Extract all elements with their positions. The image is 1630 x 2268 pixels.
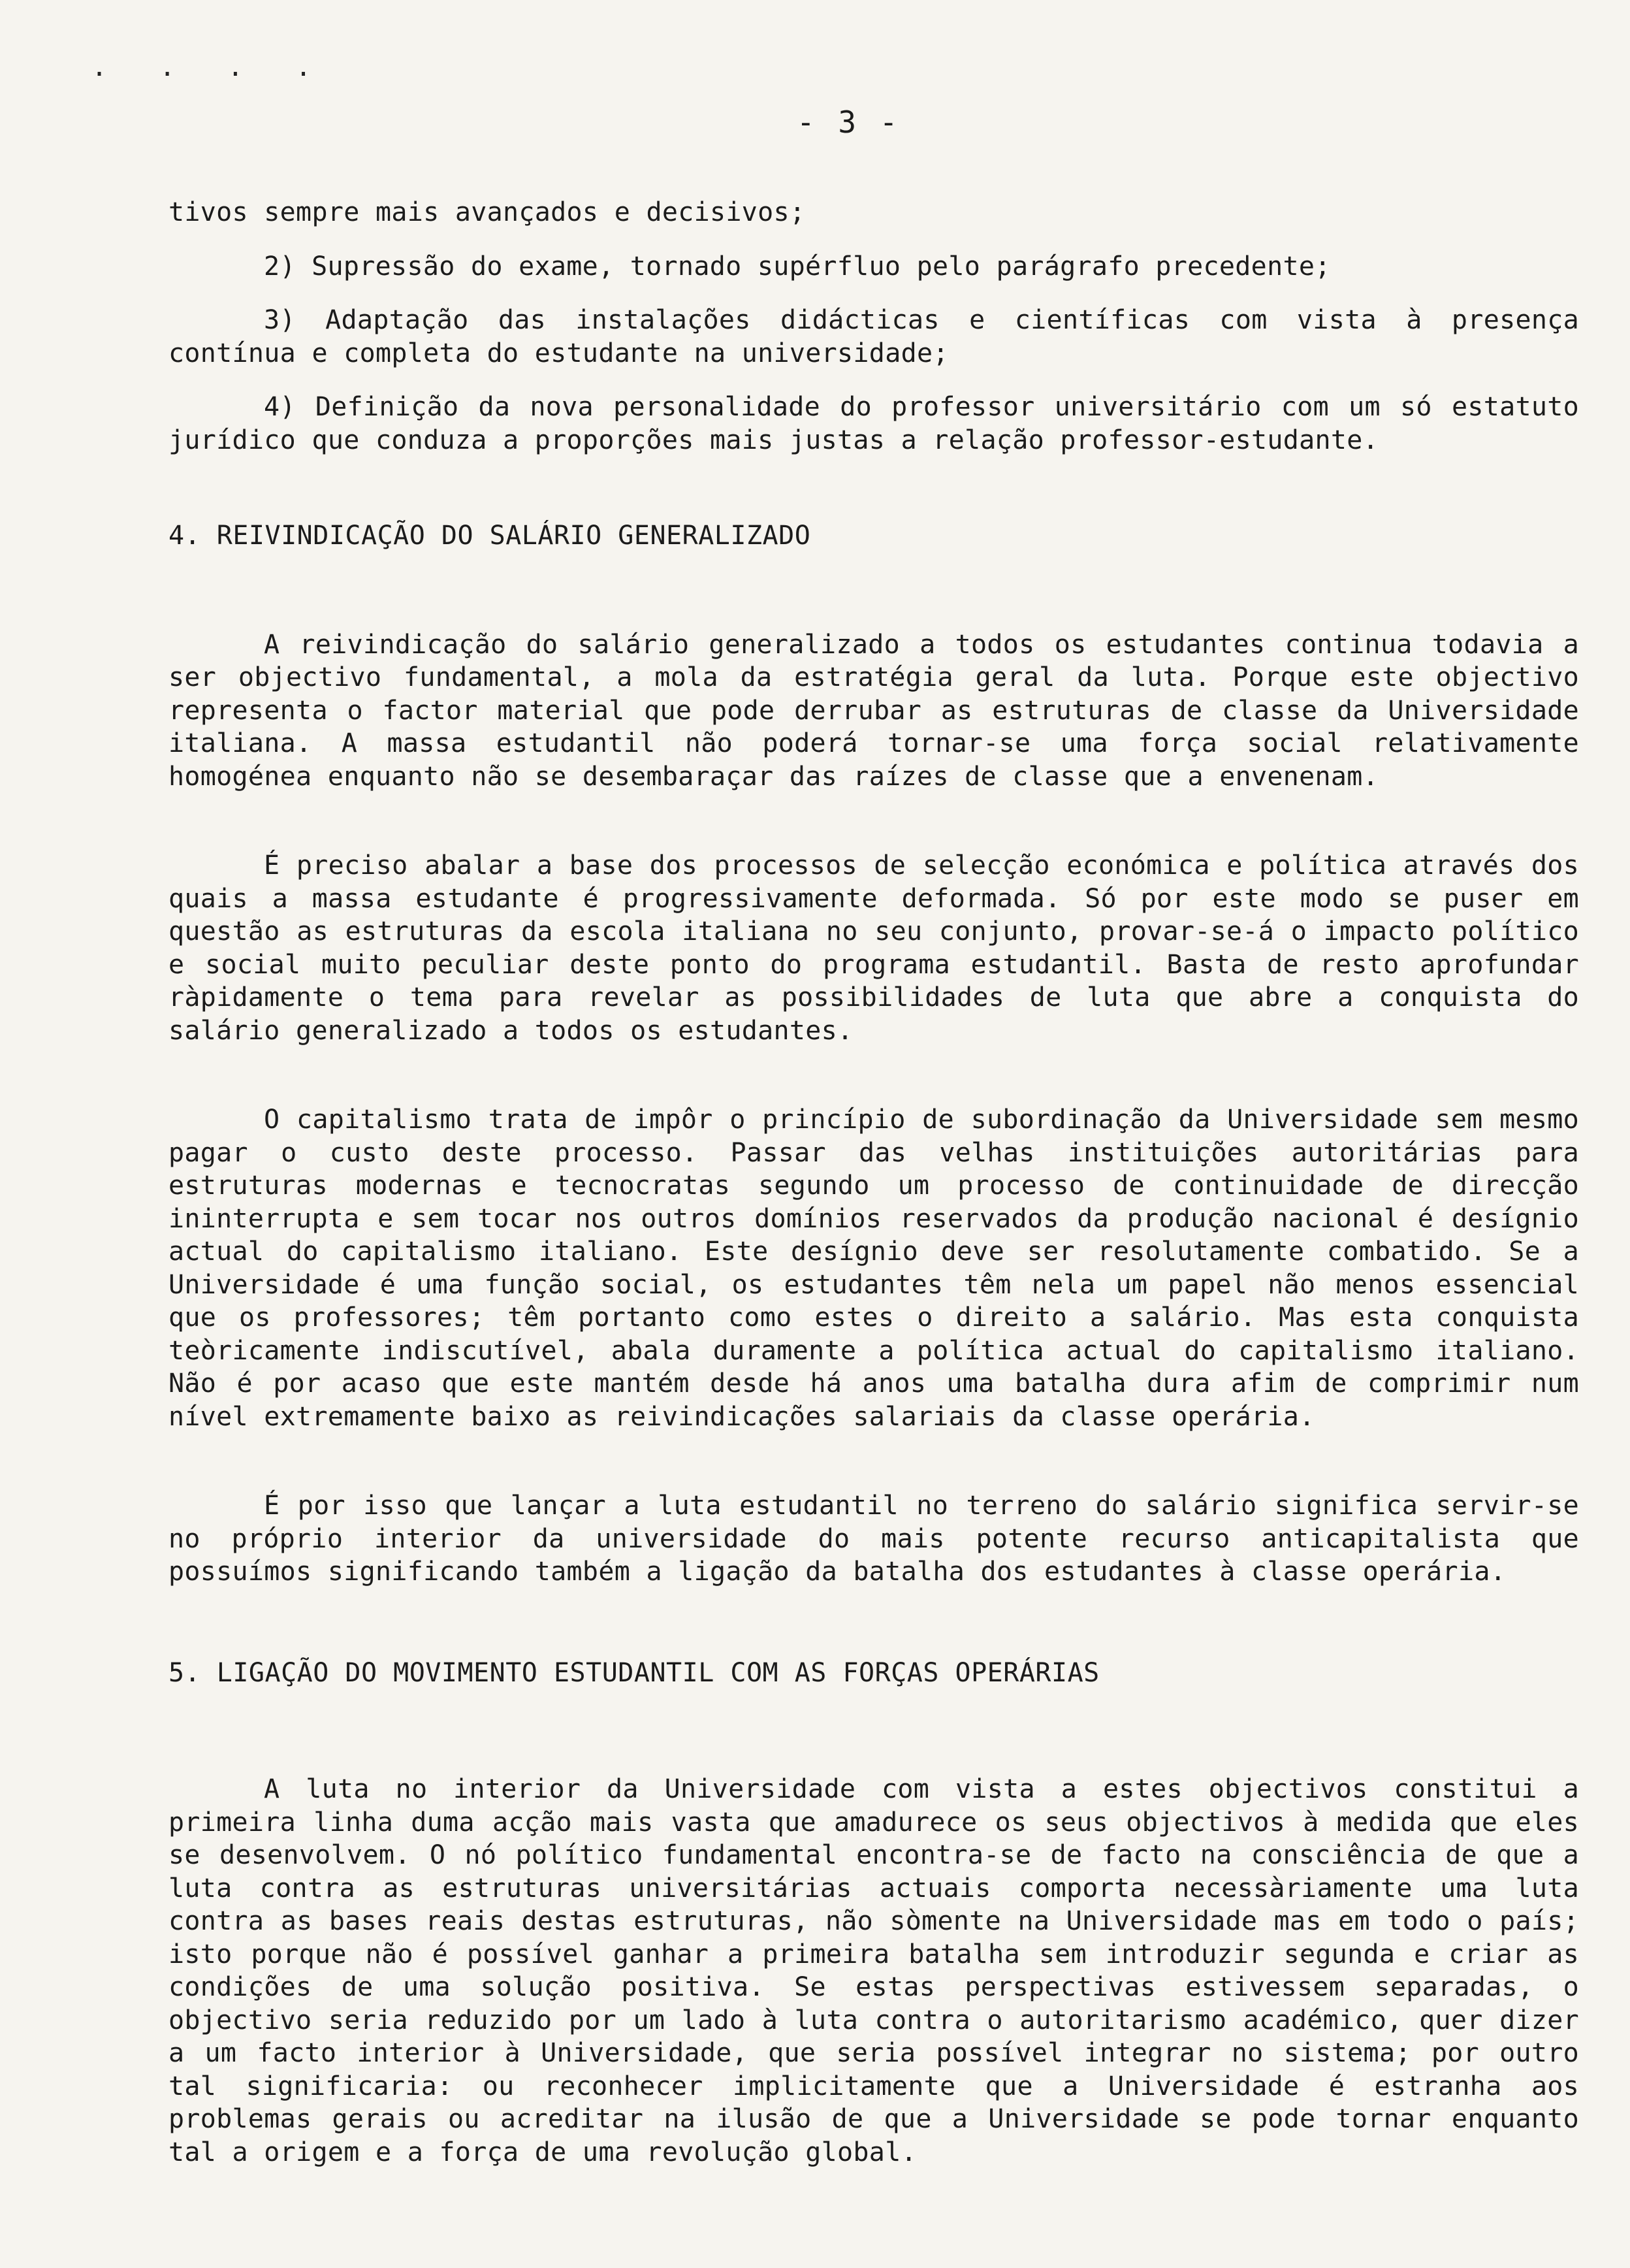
document-body bbox=[168, 196, 1579, 2169]
list-item-4: 4) Definição da nova personalidade do professor universitário com um só estatuto jurídico que conduza a proporções mais justas a relação professor-estudante. bbox=[168, 392, 1579, 455]
margin-specks: . . . . bbox=[91, 52, 330, 82]
paragraph: O capitalismo trata de impôr o princípio de subordinação da Universidade sem mesmo pagar o custo deste processo. Passar das velhas instituições autoritárias para estruturas modernas e tecnocratas segundo um processo de continuidade de direcção ininterrupta e sem tocar nos outros domínios reservados da produção nacional é desígnio actual do capitalismo italiano. Este desígnio deve ser resolutamente combatido. Se a Universidade é uma função social, os estudantes têm nela um papel não menos essencial que os professores; têm portanto como estes o direito a salário. Mas esta conquista teòricamente indiscutível, abala duramente a política actual do capitalismo italiano. Não é por acaso que este mantém desde há anos uma batalha dura afim de comprimir num nível extremamente baixo as reivindicações salariais da classe operária. bbox=[168, 1105, 1579, 1432]
page-number: - 3 - bbox=[797, 105, 901, 140]
list-item-2: 2) Supressão do exame, tornado supérfluo pelo parágrafo precedente; bbox=[264, 251, 1331, 282]
section-heading-4: 4. REIVINDICAÇÃO DO SALÁRIO GENERALIZADO bbox=[168, 521, 811, 551]
paragraph: A reivindicação do salário generalizado a todos os estudantes continua todavia a ser objectivo fundamental, a mola da estratégia geral da luta. Porque este objectivo representa o factor material que pode derrubar as estruturas de classe da Universidade italiana. A massa estudantil não poderá tornar-se uma força social relativamente homogénea enquanto não se desembaraçar das raízes de classe que a envenenam. bbox=[168, 629, 1579, 792]
section-heading-5: 5. LIGAÇÃO DO MOVIMENTO ESTUDANTIL COM AS FORÇAS OPERÁRIAS bbox=[168, 1657, 1100, 1688]
paragraph: É preciso abalar a base dos processos de selecção económica e política através dos quais a massa estudante é progressivamente deformada. Só por este modo se puser em questão as estruturas da escola italiana no seu conjunto, provar-se-á o impacto político e social muito peculiar deste ponto do programa estudantil. Basta de resto aprofundar ràpidamente o tema para revelar as possibilidades de luta que abre a conquista do salário generalizado a todos os estudantes. bbox=[168, 850, 1579, 1046]
paragraph: É por isso que lançar a luta estudantil no terreno do salário significa servir-se no próprio interior da universidade do mais potente recurso anticapitalista que possuímos significando também a ligação da batalha dos estudantes à classe operária. bbox=[168, 1491, 1579, 1587]
continuation-line: tivos sempre mais avançados e decisivos; bbox=[168, 197, 806, 227]
paragraph: A luta no interior da Universidade com vista a estes objectivos constitui a primeira linha duma acção mais vasta que amadurece os seus objectivos à medida que eles se desenvolvem. O nó político fundamental encontra-se de facto na consciência de que a luta contra as estruturas universitárias actuais comporta necessàriamente uma luta contra as bases reais destas estruturas, não sòmente na Universidade mas em todo o país; isto porque não é possível ganhar a primeira batalha sem introduzir segunda e criar as condições de uma solução positiva. Se estas perspectivas estivessem separadas, o objectivo seria reduzido por um lado à luta contra o autoritarismo académico, quer dizer a um facto interior à Universidade, que seria possível integrar no sistema; por outro tal significaria: ou reconhecer implicitamente que a Universidade é estranha aos problemas gerais ou acreditar na ilusão de que a Universidade se pode tornar enquanto tal a origem e a força de uma revolução global. bbox=[168, 1774, 1579, 2167]
list-item-3: 3) Adaptação das instalações didácticas e científicas com vista à presença contínua e completa do estudante na universidade; bbox=[168, 305, 1579, 368]
